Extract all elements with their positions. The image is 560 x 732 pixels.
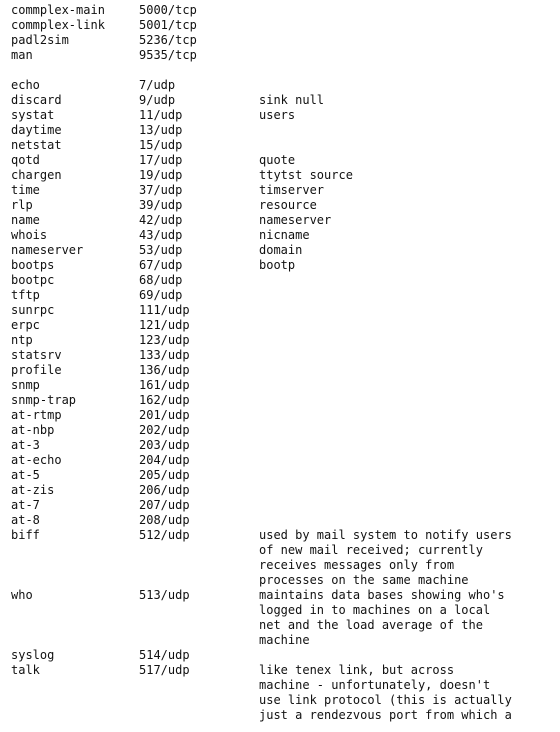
service-row bbox=[11, 213, 556, 228]
service-port: 111/udp bbox=[139, 303, 190, 317]
service-port: 9535/tcp bbox=[139, 48, 197, 62]
service-row bbox=[11, 273, 556, 288]
service-port: 201/udp bbox=[139, 408, 190, 422]
service-port: 68/udp bbox=[139, 273, 183, 287]
comment-line: use link protocol (this is actually bbox=[259, 693, 512, 707]
service-name: echo bbox=[11, 78, 40, 92]
service-port: 9/udp bbox=[139, 93, 176, 107]
comment-line: used by mail system to notify users bbox=[259, 528, 512, 542]
service-name: at-8 bbox=[11, 513, 40, 527]
service-port: 513/udp bbox=[139, 588, 190, 602]
service-row bbox=[11, 123, 556, 138]
service-port: 5000/tcp bbox=[139, 3, 197, 17]
service-name: ntp bbox=[11, 333, 33, 347]
service-port: 208/udp bbox=[139, 513, 190, 527]
service-port: 161/udp bbox=[139, 378, 190, 392]
service-port: 7/udp bbox=[139, 78, 176, 92]
service-port: 43/udp bbox=[139, 228, 183, 242]
service-row bbox=[11, 18, 556, 33]
service-row bbox=[11, 378, 556, 393]
service-name: snmp-trap bbox=[11, 393, 77, 407]
service-name: whois bbox=[11, 228, 48, 242]
service-row bbox=[11, 183, 556, 198]
service-row bbox=[11, 648, 556, 663]
service-name: bootpc bbox=[11, 273, 55, 287]
service-port: 204/udp bbox=[139, 453, 190, 467]
service-name: sunrpc bbox=[11, 303, 55, 317]
service-comment bbox=[259, 213, 556, 228]
comment-line: quote bbox=[259, 153, 296, 167]
service-row bbox=[11, 453, 556, 468]
service-name: chargen bbox=[11, 168, 62, 182]
service-port: 5001/tcp bbox=[139, 18, 197, 32]
service-comment bbox=[259, 183, 556, 198]
comment-line: of new mail received; currently bbox=[259, 543, 483, 557]
service-row bbox=[11, 348, 556, 363]
service-port: 136/udp bbox=[139, 363, 190, 377]
service-port: 121/udp bbox=[139, 318, 190, 332]
service-port: 15/udp bbox=[139, 138, 183, 152]
comment-line: nameserver bbox=[259, 213, 332, 227]
service-name: qotd bbox=[11, 153, 40, 167]
service-port: 42/udp bbox=[139, 213, 183, 227]
service-name: syslog bbox=[11, 648, 55, 662]
service-row bbox=[11, 423, 556, 438]
service-port: 517/udp bbox=[139, 663, 190, 677]
service-port: 162/udp bbox=[139, 393, 190, 407]
service-row bbox=[11, 483, 556, 498]
comment-line: bootp bbox=[259, 258, 296, 272]
service-port: 133/udp bbox=[139, 348, 190, 362]
service-row bbox=[11, 288, 556, 303]
service-row bbox=[11, 318, 556, 333]
service-row bbox=[11, 393, 556, 408]
comment-line: domain bbox=[259, 243, 303, 257]
service-port: 11/udp bbox=[139, 108, 183, 122]
service-port: 5236/tcp bbox=[139, 33, 197, 47]
service-row bbox=[11, 468, 556, 483]
comment-line: timserver bbox=[259, 183, 325, 197]
service-comment bbox=[259, 528, 556, 588]
service-port: 39/udp bbox=[139, 198, 183, 212]
service-name: commplex-main bbox=[11, 3, 105, 17]
service-name: biff bbox=[11, 528, 40, 542]
service-row bbox=[11, 513, 556, 528]
service-row bbox=[11, 303, 556, 318]
service-name: statsrv bbox=[11, 348, 62, 362]
service-name: netstat bbox=[11, 138, 62, 152]
service-port: 53/udp bbox=[139, 243, 183, 257]
service-port: 512/udp bbox=[139, 528, 190, 542]
comment-line: machine - unfortunately, doesn't bbox=[259, 678, 491, 692]
service-name: name bbox=[11, 213, 40, 227]
comment-line: just a rendezvous port from which a bbox=[259, 708, 512, 722]
service-port: 69/udp bbox=[139, 288, 183, 302]
service-port: 13/udp bbox=[139, 123, 183, 137]
service-comment bbox=[259, 108, 556, 123]
service-comment bbox=[259, 93, 556, 108]
service-row bbox=[11, 408, 556, 423]
service-port: 67/udp bbox=[139, 258, 183, 272]
comment-line: receives messages only from bbox=[259, 558, 455, 572]
service-comment bbox=[259, 258, 556, 273]
comment-line: logged in to machines on a local bbox=[259, 603, 491, 617]
comment-line: processes on the same machine bbox=[259, 573, 469, 587]
service-name: profile bbox=[11, 363, 62, 377]
service-name: time bbox=[11, 183, 40, 197]
service-name: commplex-link bbox=[11, 18, 105, 32]
service-name: discard bbox=[11, 93, 62, 107]
comment-line: users bbox=[259, 108, 296, 122]
service-row bbox=[11, 33, 556, 48]
service-port: 19/udp bbox=[139, 168, 183, 182]
comment-line: maintains data bases showing who's bbox=[259, 588, 505, 602]
service-row bbox=[11, 138, 556, 153]
service-name: padl2sim bbox=[11, 33, 69, 47]
comment-line: ttytst source bbox=[259, 168, 353, 182]
service-name: at-zis bbox=[11, 483, 55, 497]
service-row bbox=[11, 498, 556, 513]
service-name: snmp bbox=[11, 378, 40, 392]
service-port: 37/udp bbox=[139, 183, 183, 197]
service-row bbox=[11, 48, 556, 63]
services-listing bbox=[11, 3, 556, 723]
service-row bbox=[11, 153, 556, 168]
service-name: at-rtmp bbox=[11, 408, 62, 422]
service-row bbox=[11, 258, 556, 273]
service-row bbox=[11, 198, 556, 213]
service-row bbox=[11, 3, 556, 18]
comment-line: like tenex link, but across bbox=[259, 663, 455, 677]
service-name: rlp bbox=[11, 198, 33, 212]
service-name: man bbox=[11, 48, 33, 62]
service-row bbox=[11, 363, 556, 378]
service-comment bbox=[259, 243, 556, 258]
service-name: nameserver bbox=[11, 243, 84, 257]
service-comment bbox=[259, 198, 556, 213]
blank-line bbox=[11, 63, 556, 78]
comment-line: net and the load average of the bbox=[259, 618, 483, 632]
service-row bbox=[11, 243, 556, 258]
service-row bbox=[11, 78, 556, 93]
service-comment bbox=[259, 588, 556, 648]
comment-line: machine bbox=[259, 633, 310, 647]
service-comment bbox=[259, 228, 556, 243]
comment-line: nicname bbox=[259, 228, 310, 242]
service-name: who bbox=[11, 588, 33, 602]
service-port: 207/udp bbox=[139, 498, 190, 512]
service-name: systat bbox=[11, 108, 55, 122]
service-name: at-nbp bbox=[11, 423, 55, 437]
service-row bbox=[11, 333, 556, 348]
service-comment bbox=[259, 168, 556, 183]
service-row bbox=[11, 588, 556, 648]
comment-line: resource bbox=[259, 198, 317, 212]
service-row bbox=[11, 93, 556, 108]
service-name: at-5 bbox=[11, 468, 40, 482]
service-port: 123/udp bbox=[139, 333, 190, 347]
service-name: talk bbox=[11, 663, 40, 677]
service-row bbox=[11, 108, 556, 123]
service-port: 514/udp bbox=[139, 648, 190, 662]
service-name: at-7 bbox=[11, 498, 40, 512]
service-port: 205/udp bbox=[139, 468, 190, 482]
service-row bbox=[11, 528, 556, 588]
comment-line: sink null bbox=[259, 93, 325, 107]
service-port: 202/udp bbox=[139, 423, 190, 437]
service-comment bbox=[259, 153, 556, 168]
service-name: tftp bbox=[11, 288, 40, 302]
service-name: at-3 bbox=[11, 438, 40, 452]
service-comment bbox=[259, 663, 556, 723]
service-name: erpc bbox=[11, 318, 40, 332]
service-row bbox=[11, 438, 556, 453]
service-row bbox=[11, 663, 556, 723]
service-row bbox=[11, 168, 556, 183]
service-name: bootps bbox=[11, 258, 55, 272]
service-name: at-echo bbox=[11, 453, 62, 467]
service-port: 203/udp bbox=[139, 438, 190, 452]
service-port: 17/udp bbox=[139, 153, 183, 167]
service-port: 206/udp bbox=[139, 483, 190, 497]
service-row bbox=[11, 228, 556, 243]
service-name: daytime bbox=[11, 123, 62, 137]
